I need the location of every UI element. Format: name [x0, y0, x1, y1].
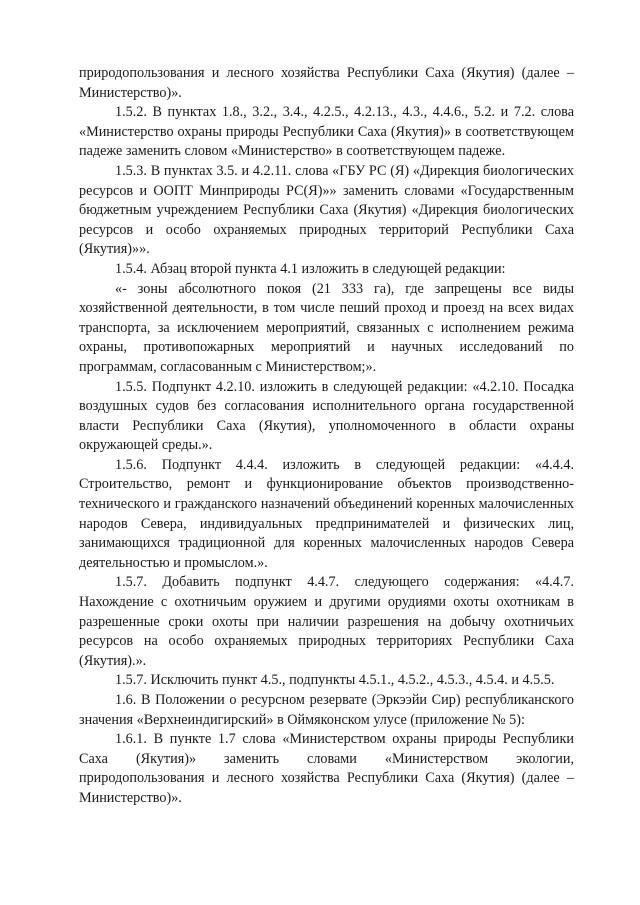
paragraph: 1.5.5. Подпункт 4.2.10. изложить в следующей редакции: «4.2.10. Посадка воздушных судов без согласования исполнительного органа государственной власти Республики Саха (Якутия), уполномоченного в области охраны окружающей среды.».	[79, 378, 574, 454]
paragraph: 1.6. В Положении о ресурсном резервате (Эркээйи Сир) республиканского значения «Верхнеиндигирский» в Оймяконском улусе (приложение № 5):	[79, 692, 574, 728]
paragraph: 1.5.7. Добавить подпункт 4.4.7. следующего содержания: «4.4.7. Нахождение с охотничьим оружием и другими орудиями охоты охотникам в разрешенные сроки охоты при наличии разрешения на добычу охотничьих ресурсов на особо охраняемых природных территориях Республики Саха (Якутия).».	[79, 574, 574, 669]
paragraph: природопользования и лесного хозяйства Республики Саха (Якутия) (далее – Министерство)».	[79, 65, 574, 101]
paragraph: 1.6.1. В пункте 1.7 слова «Министерством охраны природы Республики Саха (Якутия)» заменить словами «Министерством экологии, природопользования и лесного хозяйства Республики Саха (Якутия) (далее – Министерство)».	[79, 731, 574, 806]
paragraph: 1.5.7. Исключить пункт 4.5., подпункты 4.5.1., 4.5.2., 4.5.3., 4.5.4. и 4.5.5.	[115, 672, 555, 689]
paragraph: 1.5.3. В пунктах 3.5. и 4.2.11. слова «ГБУ РС (Я) «Дирекция биологических ресурсов и ООПТ Минприроды РС(Я)»» заменить словами «Государственным бюджетным учреждением Республики Саха (Якутия) «Дирекция биологических ресурсов и особо охраняемых природных территорий Республики Саха (Якутия)»».	[79, 162, 574, 258]
document-body	[79, 64, 574, 809]
paragraph: 1.5.6. Подпункт 4.4.4. изложить в следующей редакции: «4.4.4. Строительство, ремонт и функционирование объектов производственно-технического и гражданского назначений объединений коренных малочисленных народов Севера, индивидуальных предпринимателей и физических лиц, занимающихся традиционной для коренных малочисленных народов Севера деятельностью и промыслом.».	[79, 456, 574, 571]
paragraph: 1.5.4. Абзац второй пункта 4.1 изложить в следующей редакции:	[115, 260, 506, 277]
paragraph: «- зоны абсолютного покоя (21 333 га), где запрещены все виды хозяйственной деятельности, в том числе пеший проход и проезд на всех видах транспорта, за исключением мероприятий, связанных с исполнением режима охраны, противопожарных мероприятий и научных исследований по программам, согласованным с Министерством;».	[79, 280, 574, 375]
paragraph: 1.5.2. В пунктах 1.8., 3.2., 3.4., 4.2.5., 4.2.13., 4.3., 4.4.6., 5.2. и 7.2. слова «Министерство охраны природы Республики Саха (Якутия)» в соответствующем падеже заменить словом «Министерство» в соответствующем падеже.	[79, 104, 574, 160]
